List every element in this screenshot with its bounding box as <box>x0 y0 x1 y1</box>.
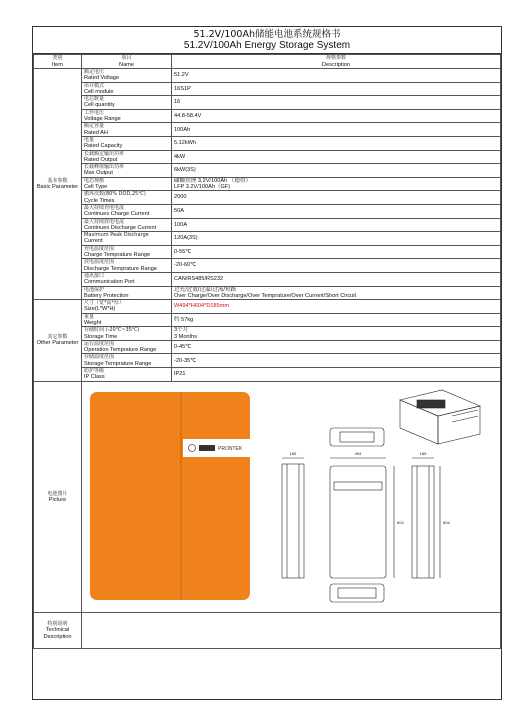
table-row <box>34 245 501 259</box>
param-name: 存储时间 (-20℃~35℃) Storage Time <box>82 327 172 341</box>
param-value: 120A(3S) <box>172 232 501 246</box>
header-item: 类别 Item <box>34 55 82 69</box>
table-row <box>34 82 501 96</box>
brand-logo-text: PRONTEK <box>218 445 243 452</box>
document-title <box>33 27 501 54</box>
dim-width: 494 <box>354 450 362 456</box>
param-name: 防护等级 IP Class <box>82 368 172 382</box>
table-row <box>34 136 501 150</box>
title-zh: 51.2V/100Ah储能电池系统规格书 <box>193 29 341 40</box>
header-name: 项目 Name <box>82 55 172 69</box>
param-value: 0-55℃ <box>172 245 501 259</box>
table-row <box>34 327 501 341</box>
param-value: 100A <box>172 218 501 232</box>
table-row <box>34 123 501 137</box>
param-value: 50A <box>172 204 501 218</box>
param-value: 4kW <box>172 150 501 164</box>
group-label: 其它参数 Other Parameter <box>34 300 82 382</box>
dim-height-right: 604 <box>443 519 450 525</box>
table-row <box>34 109 501 123</box>
param-name: 额定电压 Rated Voltage <box>82 69 172 83</box>
header-description: 规格参数 Description <box>172 55 501 69</box>
table-row <box>34 69 501 83</box>
param-value: 磷酸铁锂 3.2V/100Ah （德得） LFP 3.2V/100Ah（GF) <box>172 177 501 191</box>
param-value: 5.12kWh <box>172 136 501 150</box>
param-value: 16S1P <box>172 82 501 96</box>
table-row <box>34 300 501 314</box>
table-row <box>34 177 501 191</box>
table-row <box>34 232 501 246</box>
param-value: 51.2V <box>172 69 501 83</box>
param-value: 100Ah <box>172 123 501 137</box>
param-value: 2000 <box>172 191 501 205</box>
param-name: 额定容量 Rated AH <box>82 123 172 137</box>
battery-side-view-left <box>282 458 304 578</box>
technical-cell <box>82 612 501 648</box>
table-row <box>34 96 501 110</box>
param-name: 最大持续充电电流 Continues Charge Current <box>82 204 172 218</box>
table-row <box>34 368 501 382</box>
param-value: IP21 <box>172 368 501 382</box>
table-row <box>34 313 501 327</box>
param-value: 44.8-58.4V <box>172 109 501 123</box>
param-name: 电芯数量 Cell quantity <box>82 96 172 110</box>
battery-iso-drawing <box>400 390 480 444</box>
param-name: 电池保护 Battery Protection <box>82 286 172 300</box>
param-name: 长载峰值输出功率 Max Output <box>82 164 172 178</box>
param-value: -20-35℃ <box>172 354 501 368</box>
param-name: 运行温度范围 Operation Temprature Range <box>82 340 172 354</box>
param-value: 3个月 3 Months <box>172 327 501 341</box>
picture-cell <box>82 381 501 612</box>
battery-front-view <box>330 458 394 578</box>
param-value: 约 57kg <box>172 313 501 327</box>
table-row <box>34 204 501 218</box>
param-name: 工作电压 Voltage Range <box>82 109 172 123</box>
dim-height: 604 <box>397 519 404 525</box>
battery-bottom-view <box>330 584 384 602</box>
picture-row <box>34 381 501 612</box>
param-name: 循环次数(80% DOD,25℃) Cycle Times <box>82 191 172 205</box>
table-row <box>34 286 501 300</box>
battery-side-view-right <box>412 458 440 578</box>
table-row <box>34 340 501 354</box>
battery-top-view <box>330 428 384 446</box>
param-name: 串并模式 Cell module <box>82 82 172 96</box>
spec-table <box>33 54 501 649</box>
param-name: 充电温度范围 Charge Temprature Range <box>82 245 172 259</box>
table-row <box>34 218 501 232</box>
param-name: 电量 Rated Capacity <box>82 136 172 150</box>
picture-label: 电池图片 Picture <box>34 381 82 612</box>
dim-depth-left: 185 <box>289 450 297 456</box>
table-row <box>34 150 501 164</box>
param-value: 过充/过放/过温/过流/短路 Over Charge/Over Discharge/Over Temprature/Over Current/Short Circuit <box>172 286 501 300</box>
dim-depth-right: 185 <box>419 450 427 456</box>
param-value: CAN/RS485/RS232 <box>172 272 501 286</box>
param-name: 存储温度范围 Storage Temprature Range <box>82 354 172 368</box>
param-value: -20-60℃ <box>172 259 501 273</box>
technical-row <box>34 612 501 648</box>
group-label: 基本参数 Basic Parameter <box>34 69 82 300</box>
table-row <box>34 272 501 286</box>
table-row <box>34 259 501 273</box>
param-value: 6kW(3S) <box>172 164 501 178</box>
title-en: 51.2V/100Ah Energy Storage System <box>183 40 351 51</box>
table-row <box>34 191 501 205</box>
table-header-row <box>34 55 501 69</box>
product-images <box>82 382 500 610</box>
param-value: 16 <box>172 96 501 110</box>
param-value: W494*H604*D185mm <box>172 300 501 314</box>
param-name: 电芯规格 Cell Type <box>82 177 172 191</box>
battery-front-image <box>90 392 250 600</box>
spec-sheet <box>32 26 502 700</box>
technical-label: 特别说明 Technical Description <box>34 612 82 648</box>
param-value: 0-45℃ <box>172 340 501 354</box>
param-name: Maximum Peak Discharge Current <box>82 232 172 246</box>
param-name: 通讯接口 Communication Port <box>82 272 172 286</box>
table-row <box>34 164 501 178</box>
table-row <box>34 354 501 368</box>
param-name: 长载额定输出功率 Rated Output <box>82 150 172 164</box>
param-name: 放电温度范围 Discharge Temprature Range <box>82 259 172 273</box>
param-name: 最大持续放电电流 Continues Discharge Current <box>82 218 172 232</box>
param-name: 尺寸（宽*高*厚） Size(L*W*H) <box>82 300 172 314</box>
param-name: 重量 Weight <box>82 313 172 327</box>
